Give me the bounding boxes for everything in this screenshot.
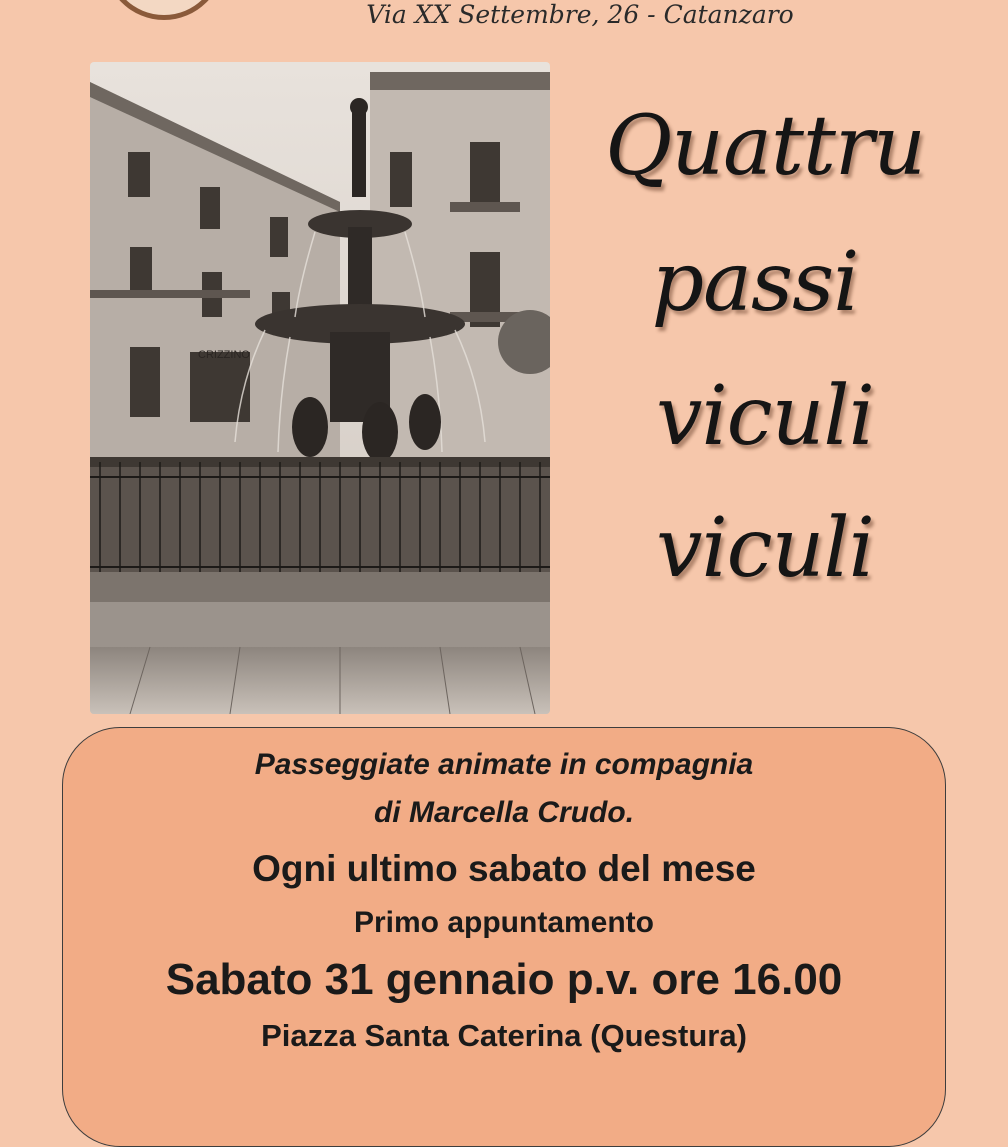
header-address: Via XX Settembre, 26 - Catanzaro [366, 0, 794, 29]
info-line-6: Piazza Santa Caterina (Questura) [261, 1018, 747, 1053]
info-line-1: Passeggiate animate in compagnia [254, 748, 754, 781]
title-line-1: Quattru [605, 99, 925, 194]
title-line-2: passi [651, 235, 859, 330]
organization-logo [104, 0, 224, 20]
info-line-3: Ogni ultimo sabato del mese [252, 848, 756, 889]
info-line-4: Primo appuntamento [353, 906, 654, 939]
title-line-3: viculi [656, 369, 874, 464]
vintage-fountain-photo [90, 62, 550, 714]
shop-sign: CRIZZINO [198, 349, 250, 361]
info-line-5: Sabato 31 gennaio p.v. ore 16.00 [165, 955, 843, 1004]
title-line-4: viculi [656, 501, 874, 596]
fountain-illustration [90, 62, 550, 714]
info-line-2: di Marcella Crudo. [373, 796, 635, 829]
